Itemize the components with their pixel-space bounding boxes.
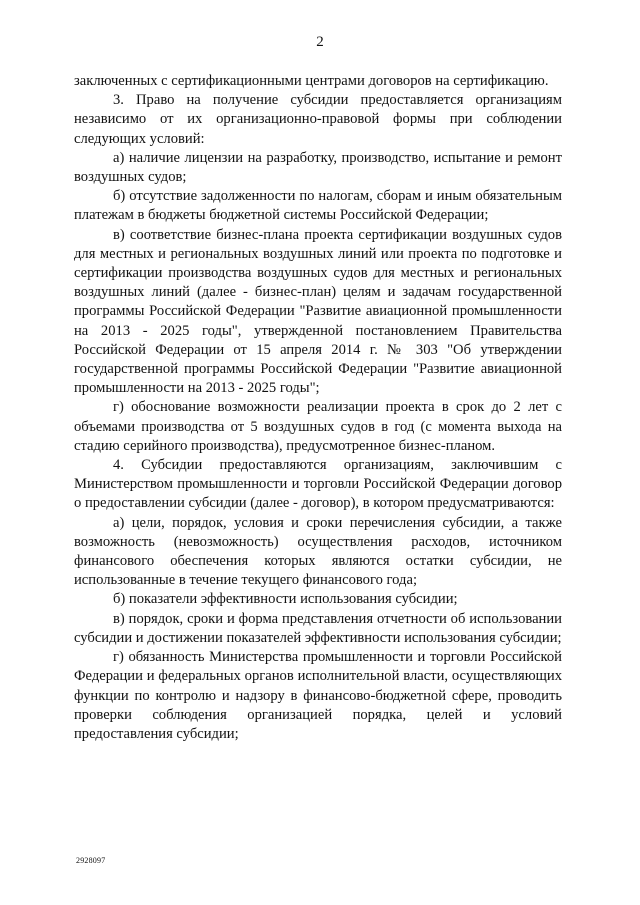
document-code: 2928097 [76, 856, 106, 865]
paragraph-clause-3a: а) наличие лицензии на разработку, производство, испытание и ремонт воздушных судов; [74, 149, 562, 186]
paragraph-clause-3b: б) отсутствие задолженности по налогам, сборам и иным обязательным платежам в бюджеты бюджетной системы Российской Федерации; [74, 188, 562, 224]
paragraph-continuation: заключенных с сертификационными центрами договоров на сертификацию. [74, 73, 549, 89]
paragraph-clause-4b: б) показатели эффективности использования субсидии; [113, 591, 458, 608]
paragraph-clause-3v: в) соответствие бизнес-плана проекта сертификации воздушных судов для местных и региональных воздушных линий или проекта по подготовке и сертификации производства воздушных судов для местных и региональных воздушных линий (далее - бизнес-план) целям и задачам государственной программы Российской Федерации "Развитие авиационной промышленности на 2013 - 2025 годы", утвержденной постановлением Правительства Российской Федерации от 15 апреля 2014 г. № 303 "Об утверждении государственной программы Российской Федерации "Развитие авиационной промышленности на 2013 - 2025 годы"; [74, 226, 562, 397]
paragraph-clause-4v: в) порядок, сроки и форма представления отчетности об использовании субсидии и достижении показателей эффективности использования субсидии; [74, 610, 562, 646]
paragraph-clause-4g: г) обязанность Министерства промышленности и торговли Российской Федерации и федеральных органов исполнительной власти, осуществляющих функции по контролю и надзору в финансово-бюджетной сфере, проводить проверки соблюдения организацией порядка, целей и условий предоставления субсидии; [74, 649, 562, 742]
paragraph-clause-4a: а) цели, порядок, условия и сроки перечисления субсидии, а также возможность (невозможность) осуществления расходов, источником финансового обеспечения которых являются остатки субсидии, не использованные в течение текущего финансового года; [74, 514, 562, 589]
document-body [74, 72, 562, 744]
paragraph-clause-3: 3. Право на получение субсидии предоставляется организациям независимо от их организационно-правовой формы при соблюдении следующих условий: [74, 92, 562, 147]
paragraph-clause-3g: г) обоснование возможности реализации проекта в срок до 2 лет с объемами производства от 5 воздушных судов в год (с момента выхода на стадию серийного производства), предусмотренное бизнес-планом. [74, 399, 562, 454]
page-number: 2 [316, 34, 324, 50]
paragraph-clause-4: 4. Субсидии предоставляются организациям, заключившим с Министерством промышленности и торговли Российской Федерации договор о предоставлении субсидии (далее - договор), в котором предусматриваются: [74, 457, 562, 512]
